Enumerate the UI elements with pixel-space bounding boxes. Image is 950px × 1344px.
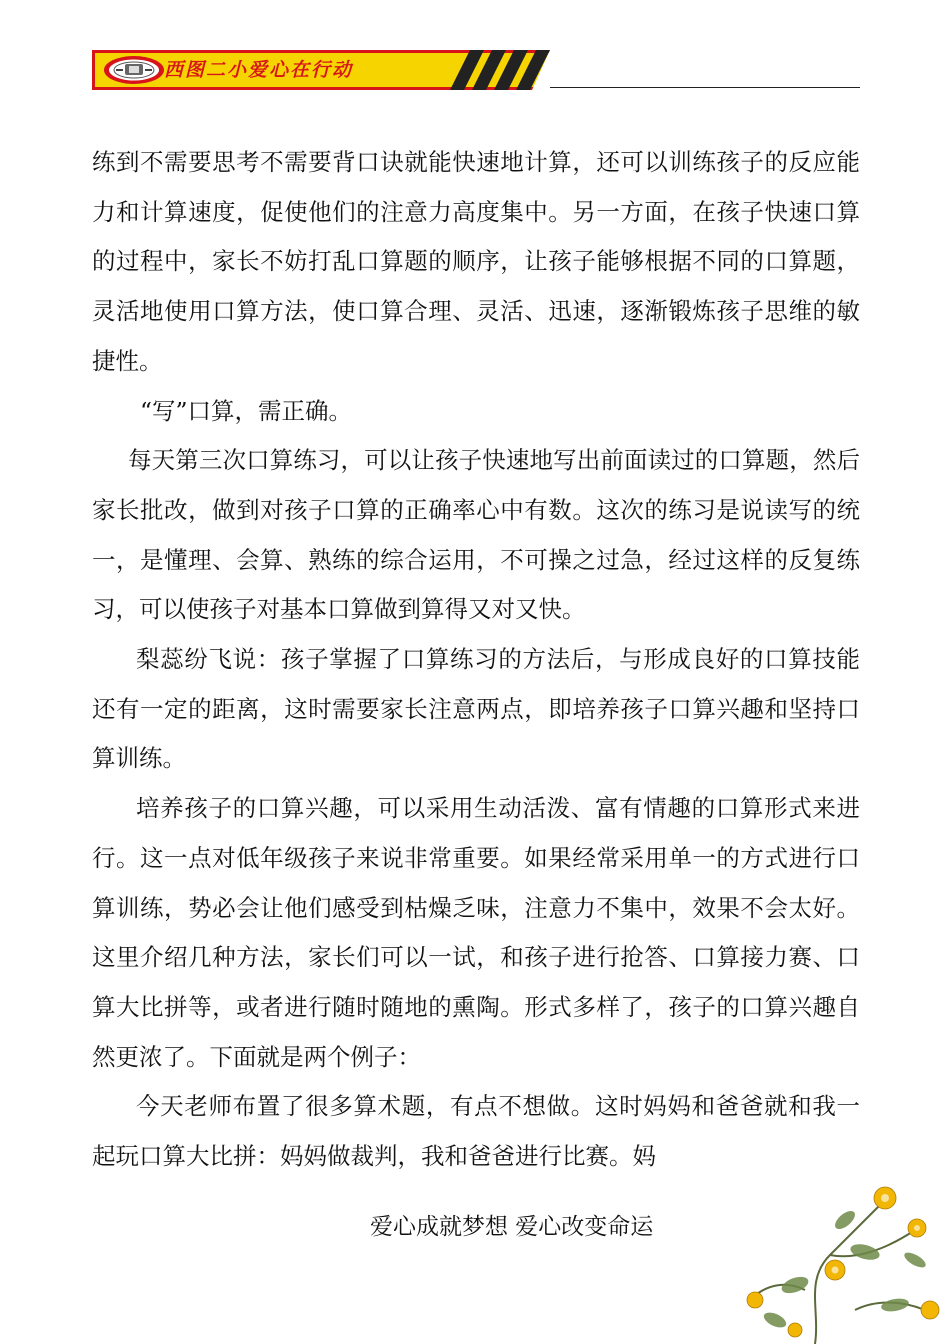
chrysanthemum-illustration-icon: [735, 1160, 950, 1344]
paragraph: 梨蕊纷飞说：孩子掌握了口算练习的方法后，与形成良好的口算技能还有一定的距离，这时需要家长注意两点，即培养孩子口算兴趣和坚持口算训练。: [92, 645, 860, 773]
paragraph: 每天第三次口算练习，可以让孩子快速地写出前面读过的口算题，然后家长批改，做到对孩子口算的正确率心中有数。这次的练习是说读写的统一，是懂理、会算、熟练的综合运用，不可操之过急，经过这样的反复练习，可以使孩子对基本口算做到算得又对又快。: [92, 446, 860, 624]
school-emblem-icon: [104, 56, 164, 84]
header-banner: [92, 50, 550, 90]
paragraph: 培养孩子的口算兴趣，可以采用生动活泼、富有情趣的口算形式来进行。这一点对低年级孩子来说非常重要。如果经常采用单一的方式进行口算训练，势必会让他们感受到枯燥乏味，注意力不集中，效果不会太好。这里介绍几种方法，家长们可以一试，和孩子进行抢答、口算接力赛、口算大比拼等，或者进行随时随地的熏陶。形式多样了，孩子的口算兴趣自然更浓了。下面就是两个例子：: [92, 794, 860, 1071]
header-rule: [550, 87, 860, 88]
paragraph: 今天老师布置了很多算术题，有点不想做。这时妈妈和爸爸就和我一起玩口算大比拼：妈妈做裁判，我和爸爸进行比赛。妈: [92, 1092, 860, 1171]
article-body: [92, 138, 860, 1182]
footer-slogan: 爱心成就梦想 爱心改变命运: [370, 1214, 654, 1240]
paragraph: 练到不需要思考不需要背口诀就能快速地计算，还可以训练孩子的反应能力和计算速度，促使他们的注意力高度集中。另一方面，在孩子快速口算的过程中，家长不妨打乱口算题的顺序，让孩子能够根据不同的口算题，灵活地使用口算方法，使口算合理、灵活、迅速，逐渐锻炼孩子思维的敏捷性。: [92, 148, 860, 375]
banner-title: 西图二小爱心在行动: [164, 59, 354, 81]
paragraph-heading: “写”口算，需正确。: [140, 396, 353, 425]
